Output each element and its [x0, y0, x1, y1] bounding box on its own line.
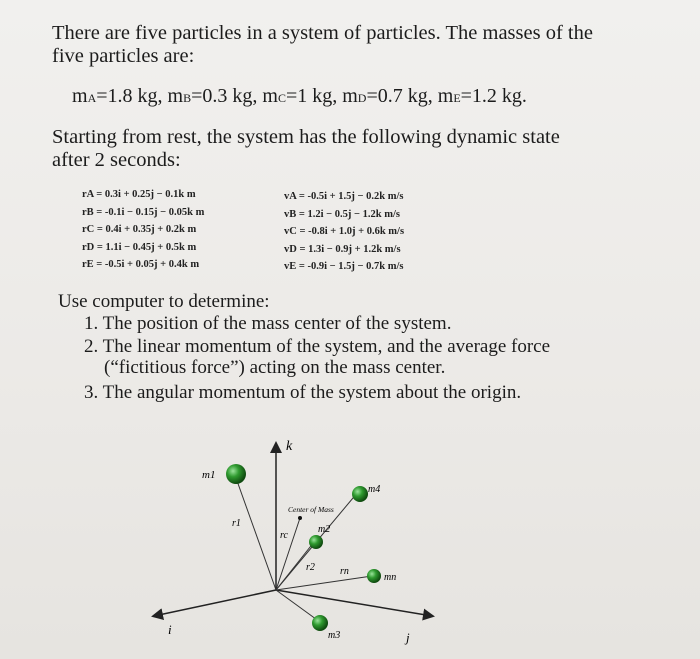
j-axis	[276, 590, 432, 616]
starting-line-2: after 2 seconds:	[52, 149, 181, 171]
vector-rn	[276, 576, 372, 590]
velocity-b: vB = 1.2i − 0.5j − 1.2k m/s	[284, 208, 400, 220]
label-m2: m2	[318, 524, 331, 535]
velocity-e: vE = -0.9i − 1.5j − 0.7k m/s	[284, 261, 404, 272]
vector-r3	[276, 590, 320, 622]
label-mn: mn	[384, 572, 397, 583]
intro-line-1: There are five particles in a system of particles. The masses of the	[52, 22, 593, 44]
position-d: rD = 1.1i − 0.45j + 0.5k m	[82, 241, 197, 253]
label-rc: rc	[280, 530, 288, 541]
use-heading: Use computer to determine:	[58, 291, 270, 312]
mass-e: mE=1.2 kg.	[437, 85, 527, 107]
label-m3: m3	[328, 630, 341, 641]
label-r2: r2	[306, 562, 315, 573]
vector-r1	[236, 478, 276, 590]
particle-m1	[226, 464, 246, 484]
particle-m2	[309, 535, 323, 549]
label-r1: r1	[232, 518, 241, 529]
particle-mn	[367, 569, 381, 583]
mass-c: mC=1 kg,	[262, 85, 343, 107]
vector-rc	[276, 518, 300, 590]
position-a: rA = 0.3i + 0.25j − 0.1k m	[82, 189, 196, 200]
particle-m3	[312, 615, 328, 631]
task-2: 2. The linear momentum of the system, and the average force (“fictitious force”) acting on the mass center.	[84, 336, 551, 378]
intro-text	[52, 22, 593, 68]
mass-d: mD=0.7 kg,	[342, 85, 438, 107]
position-list	[82, 186, 204, 274]
label-m4: m4	[368, 484, 381, 495]
position-e: rE = -0.5i + 0.05j + 0.4k m	[82, 259, 200, 270]
mass-a: mA=1.8 kg,	[72, 85, 168, 107]
position-c: rC = 0.4i + 0.35j + 0.2k m	[82, 224, 197, 235]
task-2-line-2: (“fictitious force”) acting on the mass center.	[104, 356, 446, 378]
particle-m4	[352, 486, 368, 502]
center-of-mass-point	[298, 516, 302, 520]
axis-label-i: i	[168, 622, 172, 637]
velocity-d: vD = 1.3i − 0.9j + 1.2k m/s	[284, 243, 401, 255]
center-of-mass-diagram	[140, 430, 440, 650]
task-1: 1. The position of the mass center of the system.	[84, 313, 452, 334]
position-b: rB = -0.1i − 0.15j − 0.05k m	[82, 206, 205, 218]
label-rn: rn	[340, 566, 349, 577]
i-axis	[154, 590, 276, 616]
velocity-a: vA = -0.5i + 1.5j − 0.2k m/s	[284, 191, 404, 202]
velocity-list	[284, 188, 404, 276]
intro-line-2: five particles are:	[52, 45, 195, 67]
axis-label-k: k	[286, 439, 293, 454]
starting-text	[52, 126, 560, 172]
axis-label-j: j	[406, 630, 410, 645]
velocity-c: vC = -0.8i + 1.0j + 0.6k m/s	[284, 226, 405, 237]
center-of-mass-label: Center of Mass	[288, 505, 334, 514]
starting-line-1: Starting from rest, the system has the following dynamic state	[52, 126, 560, 148]
task-3: 3. The angular momentum of the system about the origin.	[84, 382, 522, 403]
mass-b: mB=0.3 kg,	[167, 85, 263, 107]
masses-line	[72, 85, 527, 108]
label-m1: m1	[202, 469, 216, 481]
